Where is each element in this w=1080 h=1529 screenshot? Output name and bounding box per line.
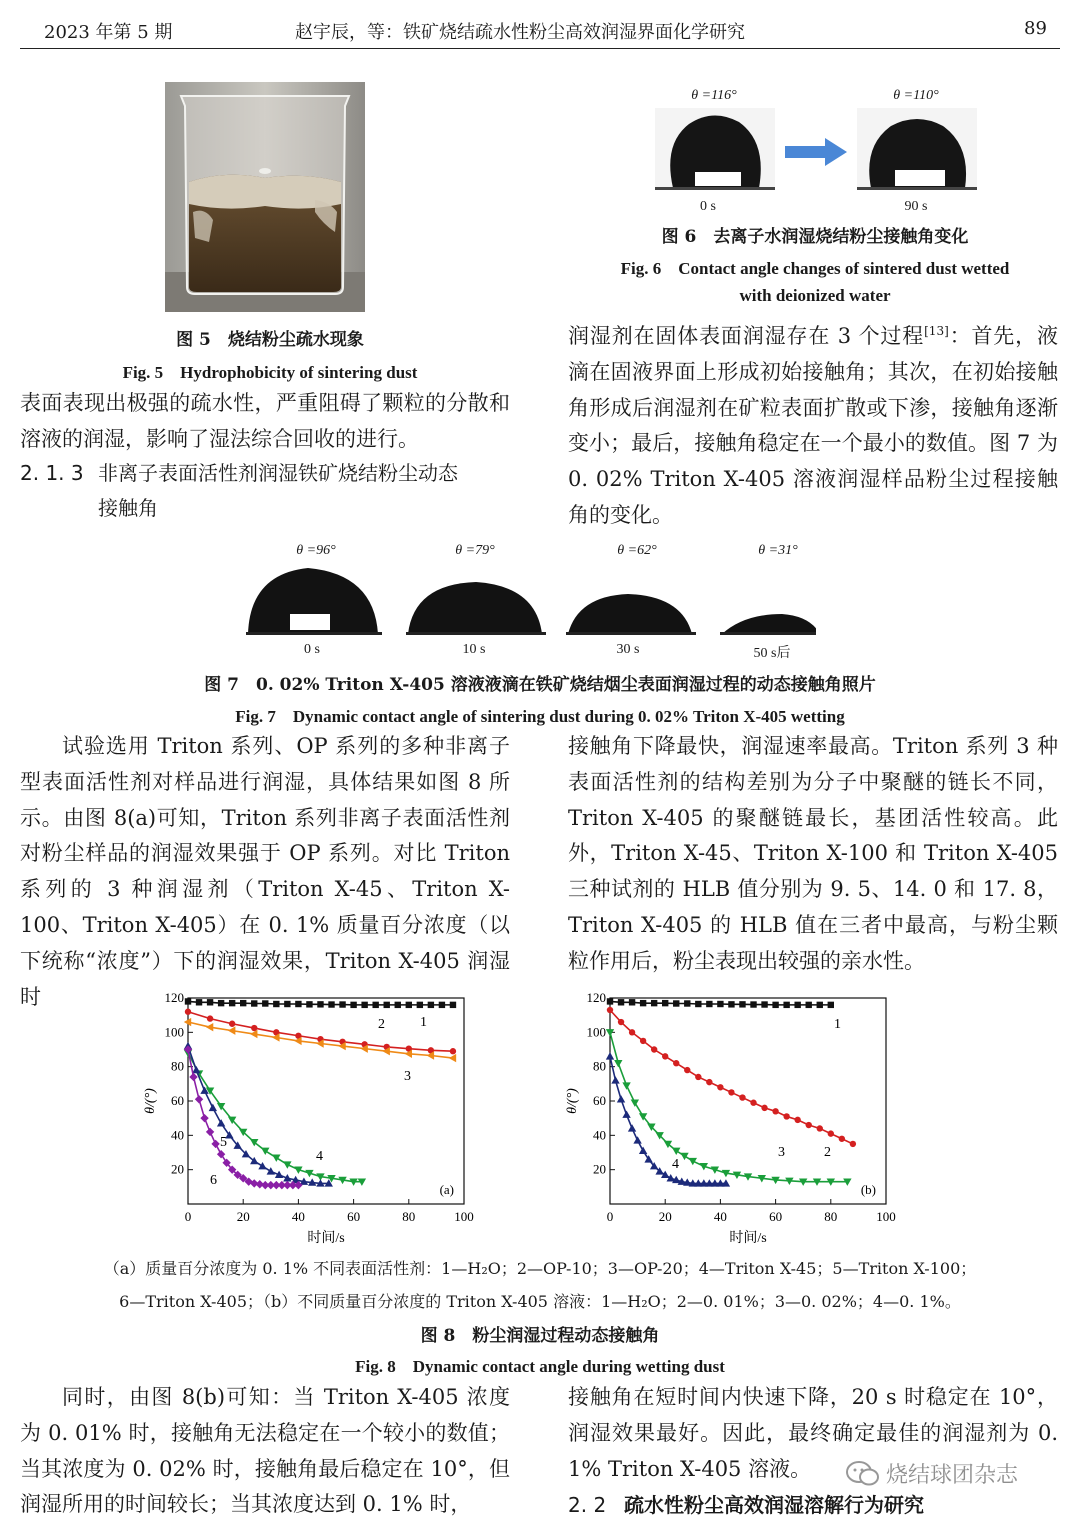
series-label-3: 3 — [778, 1145, 785, 1160]
section-number-2-2: 2. 2 — [568, 1493, 607, 1517]
data-point-series-4 — [644, 1155, 652, 1162]
series-label-2: 2 — [378, 1017, 385, 1032]
x-axis-label: 时间/s — [307, 1231, 345, 1246]
fig7-drop-3 — [720, 614, 816, 635]
data-point-series-2 — [185, 1009, 191, 1015]
data-point-series-2 — [828, 1130, 834, 1136]
fig6-angle-left: θ =116° — [691, 88, 737, 103]
data-point-series-1 — [240, 1000, 246, 1006]
data-point-series-2 — [450, 1048, 456, 1054]
y-tick-label: 60 — [593, 1093, 606, 1108]
data-point-series-2 — [607, 1007, 613, 1013]
fig8-legend-line-1: （a）质量百分浓度为 0. 1% 不同表面活性剂：1—H₂O；2—OP-10；3—OP-20；4—Triton X-45；5—Triton X-100； — [103, 1259, 977, 1278]
data-point-series-3 — [622, 1082, 630, 1089]
data-point-series-4 — [622, 1111, 630, 1118]
data-point-series-2 — [817, 1125, 823, 1131]
data-point-series-4 — [606, 1052, 614, 1059]
x-tick-label: 60 — [347, 1209, 361, 1224]
header-rule — [20, 48, 1060, 49]
data-point-series-1 — [761, 1001, 767, 1007]
data-point-series-2 — [772, 1108, 778, 1114]
fig5-photo — [165, 82, 365, 312]
x-tick-label: 0 — [184, 1209, 192, 1224]
data-point-series-1 — [284, 1001, 290, 1007]
data-point-series-2 — [251, 1025, 257, 1031]
y-tick-label: 40 — [171, 1127, 184, 1143]
x-axis-label: 时间/s — [729, 1231, 767, 1246]
data-point-series-4 — [272, 1154, 280, 1161]
fig7-angle-3: θ =31° — [758, 543, 798, 558]
y-tick-label: 120 — [586, 990, 606, 1005]
data-point-series-1 — [817, 1002, 823, 1008]
y-tick-label: 80 — [171, 1058, 184, 1074]
fig7-time-3: 50 s后 — [753, 646, 791, 661]
data-point-series-2 — [229, 1021, 235, 1027]
data-point-series-3 — [680, 1153, 688, 1160]
series-line-5 — [188, 1046, 329, 1183]
fig7-drop-0 — [246, 568, 382, 635]
series-line-2 — [610, 1010, 853, 1144]
fig7-time-0: 0 s — [304, 642, 320, 657]
series-label-1: 1 — [834, 1017, 841, 1032]
data-point-series-3 — [631, 1100, 639, 1107]
data-point-series-1 — [794, 1002, 800, 1008]
series-line-4 — [610, 1056, 726, 1183]
watermark-text: 烧结球团杂志 — [886, 1463, 1019, 1488]
data-point-series-1 — [695, 1001, 701, 1007]
data-point-series-2 — [673, 1060, 679, 1066]
data-point-series-1 — [339, 1001, 345, 1007]
data-point-series-2 — [839, 1136, 845, 1142]
series-label-1: 1 — [420, 1015, 427, 1030]
data-point-series-2 — [695, 1074, 701, 1080]
data-point-series-5 — [209, 1104, 217, 1111]
data-point-series-4 — [611, 1076, 619, 1083]
data-point-series-1 — [828, 1002, 834, 1008]
data-point-series-2 — [794, 1117, 800, 1123]
series-label-3: 3 — [404, 1069, 411, 1084]
fig7-angle-1: θ =79° — [455, 543, 495, 558]
fig7-time-1: 10 s — [462, 642, 486, 657]
x-tick-label: 60 — [769, 1209, 783, 1224]
fig6-drop-left — [655, 108, 775, 190]
data-point-series-3 — [228, 1026, 235, 1034]
fig8-caption-en: Fig. 8 Dynamic contact angle during wetting dust — [355, 1357, 725, 1376]
data-point-series-1 — [196, 999, 202, 1005]
fig6-time-right: 90 s — [904, 199, 928, 214]
data-point-series-2 — [783, 1113, 789, 1119]
data-point-series-1 — [185, 998, 191, 1004]
panel-label: (b) — [860, 1182, 876, 1197]
data-point-series-1 — [295, 1001, 301, 1007]
data-point-series-2 — [750, 1100, 756, 1106]
data-point-series-1 — [750, 1001, 756, 1007]
series-label-2: 2 — [824, 1145, 831, 1160]
fig7-caption-cn: 图 7 0. 02% Triton X-405 溶液液滴在铁矿烧结烟尘表面润湿过程的动态接触角照片 — [204, 675, 876, 695]
data-point-series-2 — [207, 1015, 213, 1021]
data-point-series-6 — [217, 1150, 225, 1158]
fig7-angle-2: θ =62° — [617, 543, 657, 558]
fig6-angle-right: θ =110° — [893, 88, 939, 103]
data-point-series-4 — [628, 1124, 636, 1131]
fig7-angle-0: θ =96° — [296, 543, 336, 558]
x-tick-label: 80 — [402, 1209, 416, 1224]
data-point-series-1 — [673, 1000, 679, 1006]
data-point-series-4 — [633, 1136, 641, 1143]
data-point-series-1 — [395, 1002, 401, 1008]
body-paragraph-left-2: 试验选用 Triton 系列、OP 系列的多种非离子型表面活性剂对样品进行润湿，具体结果如图 8 所示。由图 8(a)可知，Triton 系列非离子表面活性剂对粉尘样品的润湿效果强于 OP 系列。对比 Triton 系列的 3 种润湿剂（Triton X-45、Triton X-100、Triton X-405）在 0. 1% 质量百分浓度（以下统称“浓度”）下的润湿效果，Triton X-405 润湿时 — [20, 734, 510, 1009]
data-point-series-1 — [806, 1002, 812, 1008]
data-point-series-2 — [717, 1084, 723, 1090]
data-point-series-1 — [262, 1000, 268, 1006]
data-point-series-1 — [640, 1000, 646, 1006]
y-tick-label: 40 — [593, 1127, 606, 1143]
fig8-chart-b — [552, 988, 942, 1246]
data-point-series-2 — [739, 1094, 745, 1100]
reference-13[interactable]: [13] — [924, 324, 949, 338]
issue-label: 2023 年第 5 期 — [44, 22, 173, 43]
data-point-series-6 — [211, 1140, 219, 1148]
section-number-2-1-3: 2. 1. 3 — [20, 461, 84, 485]
fig6-arrow — [785, 138, 849, 166]
data-point-series-1 — [607, 998, 613, 1004]
data-point-series-6 — [206, 1128, 214, 1136]
x-tick-label: 20 — [658, 1209, 672, 1224]
y-tick-label: 100 — [164, 1024, 184, 1040]
data-point-series-1 — [273, 1001, 279, 1007]
y-axis-label: θ/(°) — [565, 1088, 580, 1114]
data-point-series-1 — [651, 1000, 657, 1006]
fig6-drop-right — [857, 108, 977, 190]
data-point-series-1 — [218, 1000, 224, 1006]
data-point-series-3 — [449, 1054, 456, 1062]
data-point-series-5 — [267, 1167, 275, 1174]
body-paragraph-right-3: 接触角在短时间内快速下降，20 s 时稳定在 10°，润湿效果最好。因此，最终确定最佳的润湿剂为 0. 1% Triton X-405 溶液。 — [568, 1385, 1058, 1481]
data-point-series-1 — [684, 1000, 690, 1006]
fig8-chart-a — [130, 988, 520, 1246]
x-tick-label: 80 — [824, 1209, 838, 1224]
fig6-caption-cn: 图 6 去离子水润湿烧结粉尘接触角变化 — [661, 227, 969, 247]
y-tick-label: 120 — [164, 990, 184, 1005]
data-point-series-2 — [806, 1122, 812, 1128]
section-title-2-2: 疏水性粉尘高效润湿溶解行为研究 — [624, 1493, 924, 1517]
data-point-series-2 — [629, 1029, 635, 1035]
data-point-series-1 — [618, 999, 624, 1005]
data-point-series-1 — [428, 1002, 434, 1008]
fig8-caption-cn: 图 8 粉尘润湿过程动态接触角 — [420, 1326, 660, 1346]
x-tick-label: 100 — [454, 1209, 474, 1224]
series-line-3 — [610, 1032, 847, 1181]
fig7-time-2: 30 s — [616, 642, 640, 657]
data-point-series-3 — [614, 1060, 622, 1067]
fig6-caption-en-2: with deionized water — [739, 286, 891, 305]
data-point-series-1 — [739, 1001, 745, 1007]
x-tick-label: 20 — [236, 1209, 250, 1224]
data-point-series-1 — [251, 1000, 257, 1006]
data-point-series-1 — [417, 1002, 423, 1008]
fig8-legend-line-2: 6—Triton X-405；（b）不同质量百分浓度的 Triton X-405 溶液：1—H₂O；2—0. 01%；3—0. 02%；4—0. 1%。 — [119, 1292, 961, 1311]
y-axis-label: θ/(°) — [143, 1088, 158, 1114]
data-point-series-4 — [639, 1147, 647, 1154]
body-paragraph-left-1: 表面表现出极强的疏水性，严重阻碍了颗粒的分散和溶液的润湿，影响了湿法综合回收的进行。 — [20, 391, 510, 451]
data-point-series-3 — [672, 1148, 680, 1155]
data-point-series-1 — [728, 1001, 734, 1007]
data-point-series-2 — [728, 1089, 734, 1095]
data-point-series-1 — [772, 1002, 778, 1008]
wechat-icon — [846, 1460, 880, 1488]
data-point-series-2 — [651, 1046, 657, 1052]
fig5-caption-cn: 图 5 烧结粉尘疏水现象 — [176, 330, 364, 350]
watermark — [846, 1456, 1056, 1492]
data-point-series-1 — [328, 1001, 334, 1007]
y-tick-label: 20 — [171, 1161, 184, 1177]
fig6-caption-en-1: Fig. 6 Contact angle changes of sintered dust wetted — [620, 259, 1010, 278]
x-tick-label: 40 — [713, 1209, 727, 1224]
data-point-series-1 — [372, 1002, 378, 1008]
data-point-series-3 — [206, 1023, 213, 1031]
x-tick-label: 40 — [291, 1209, 305, 1224]
panel-label: (a) — [439, 1182, 454, 1197]
series-label-6: 6 — [210, 1173, 217, 1188]
data-point-series-1 — [384, 1002, 390, 1008]
y-tick-label: 60 — [171, 1093, 184, 1108]
y-tick-label: 100 — [586, 1024, 606, 1040]
data-point-series-4 — [617, 1095, 625, 1102]
data-point-series-1 — [629, 999, 635, 1005]
data-point-series-1 — [306, 1001, 312, 1007]
running-title: 赵宇辰，等：铁矿烧结疏水性粉尘高效润湿界面化学研究 — [295, 22, 745, 43]
body-paragraph-left-3: 同时，由图 8(b)可知：当 Triton X-405 浓度为 0. 01% 时，接触角无法稳定在一个较小的数值；当其浓度为 0. 02% 时，接触角最后稳定在 10°，但润湿所用的时间较长；当其浓度达到 0. 1% 时， — [20, 1385, 510, 1517]
data-point-series-6 — [189, 1073, 197, 1081]
data-point-series-1 — [350, 1002, 356, 1008]
data-point-series-2 — [706, 1079, 712, 1085]
body-paragraph-right-2: 接触角下降最快，润湿速率最高。Triton 系列 3 种表面活性剂的结构差别为分子中聚醚的链长不同，Triton X-405 的聚醚链最长，基团活性较高。此外，Triton X-45、Triton X-100 和 Triton X-405 三种试剂的 HLB 值分别为 9. 5、14. 0 和 17. 8，Triton X-405 的 HLB 值在三者中最高，与粉尘颗粒作用后，粉尘表现出较强的亲水性。 — [568, 734, 1058, 973]
data-point-series-1 — [706, 1001, 712, 1007]
series-label-4: 4 — [316, 1149, 323, 1164]
data-point-series-2 — [618, 1019, 624, 1025]
data-point-series-2 — [662, 1053, 668, 1059]
y-tick-label: 20 — [593, 1161, 606, 1177]
body-paragraph-right-1: 润湿剂在固体表面润湿存在 3 个过程[13]：首先，液滴在固液界面上形成初始接触角；其次，在初始接触角形成后润湿剂在矿粒表面扩散或下渗，接触角逐渐变小；最后，接触角稳定在一个最小的数值。图 7 为 0. 02% Triton X-405 溶液润湿样品粉尘过程接触角的变化。 — [568, 324, 1059, 527]
data-point-series-2 — [850, 1141, 856, 1147]
data-point-series-1 — [717, 1001, 723, 1007]
data-point-series-1 — [317, 1001, 323, 1007]
data-point-series-2 — [640, 1038, 646, 1044]
data-point-series-5 — [217, 1119, 225, 1126]
series-label-4: 4 — [672, 1157, 679, 1172]
series-label-5: 5 — [220, 1135, 227, 1150]
data-point-series-4 — [261, 1148, 269, 1155]
data-point-series-1 — [207, 999, 213, 1005]
data-point-series-2 — [684, 1067, 690, 1073]
data-point-series-2 — [761, 1105, 767, 1111]
data-point-series-1 — [662, 1000, 668, 1006]
data-point-series-1 — [439, 1002, 445, 1008]
data-point-series-6 — [195, 1095, 203, 1103]
fig6-time-left: 0 s — [700, 199, 716, 214]
fig7-drop-1 — [406, 582, 546, 635]
data-point-series-1 — [406, 1002, 412, 1008]
fig7-drop-2 — [566, 594, 696, 635]
x-tick-label: 0 — [606, 1209, 614, 1224]
data-point-series-1 — [450, 1002, 456, 1008]
section-title-2-1-3: 非离子表面活性剂润湿铁矿烧结粉尘动态 接触角 — [98, 461, 458, 520]
data-point-series-1 — [361, 1002, 367, 1008]
y-tick-label: 80 — [593, 1058, 606, 1074]
data-point-series-5 — [258, 1162, 266, 1169]
page-number: 89 — [1024, 18, 1047, 39]
data-point-series-1 — [229, 1000, 235, 1006]
fig5-caption-en: Fig. 5 Hydrophobicity of sintering dust — [122, 363, 418, 382]
data-point-series-6 — [200, 1114, 208, 1122]
fig7-caption-en: Fig. 7 Dynamic contact angle of sintering dust during 0. 02% Triton X-405 wetting — [235, 707, 845, 726]
x-tick-label: 100 — [876, 1209, 896, 1224]
series-line-4 — [188, 1053, 362, 1182]
data-point-series-1 — [783, 1002, 789, 1008]
